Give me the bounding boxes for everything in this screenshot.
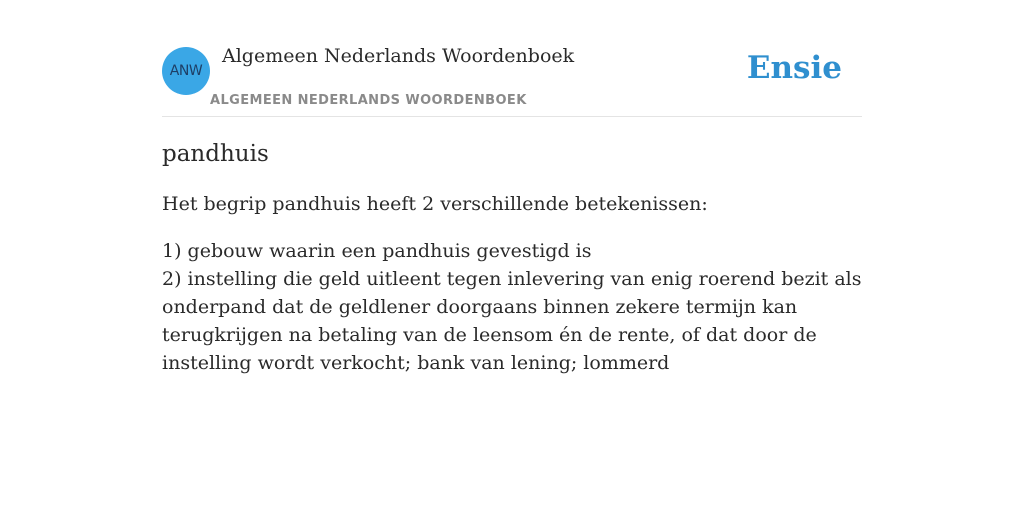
logo-text: ANW <box>169 63 203 79</box>
entry-content <box>162 138 862 377</box>
site-subtitle: ALGEMEEN NEDERLANDS WOORDENBOEK <box>210 93 527 108</box>
site-title[interactable]: Algemeen Nederlands Woordenboek <box>222 45 575 67</box>
anw-logo[interactable] <box>162 47 210 95</box>
definition-list <box>162 237 862 377</box>
header <box>162 0 862 117</box>
entry-intro: Het begrip pandhuis heeft 2 verschillende betekenissen: <box>162 193 708 215</box>
ensie-brand-logo[interactable]: Ensie <box>746 50 842 86</box>
definition-item: 2) instelling die geld uitleent tegen inlevering van enig roerend bezit als onderpand dat de geldlener doorgaans binnen zekere termijn kan terugkrijgen na betaling van de leensom én de rente, of dat door de instelling wordt verkocht; bank van lening; lommerd <box>162 268 862 374</box>
definition-item: 1) gebouw waarin een pandhuis gevestigd is <box>162 240 592 262</box>
entry-headword: pandhuis <box>162 141 269 167</box>
